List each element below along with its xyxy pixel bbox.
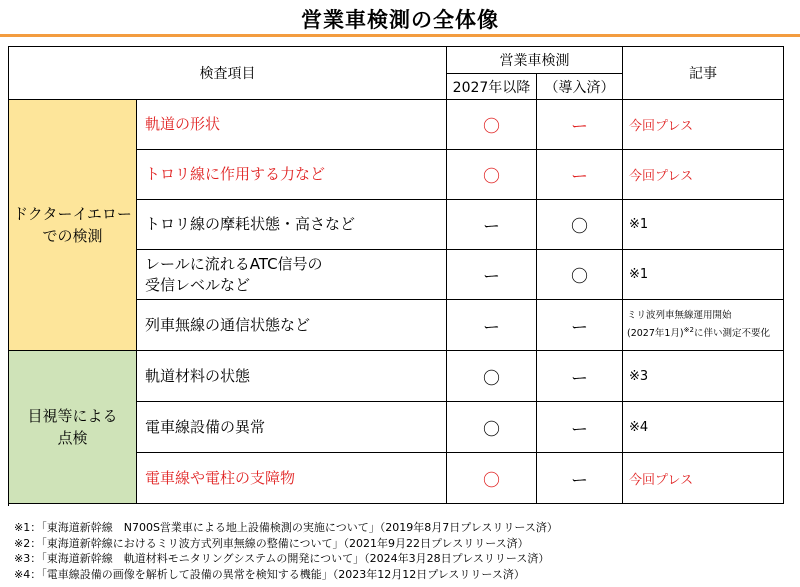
row-installed: ー [537,453,623,504]
row-item: トロリ線の摩耗状態・高さなど [137,200,447,250]
row-note: ※4 [623,402,784,453]
row-note: ※1 [623,200,784,250]
row-installed: ー [537,150,623,200]
row-2027: ー [447,250,537,300]
row-item: 軌道の形状 [137,100,447,150]
footnote: ※2：「東海道新幹線におけるミリ波方式列車無線の整備について」（2021年9月22日プレスリリース済） [14,536,529,550]
row-2027: ー [447,200,537,250]
header-group: 営業車検測 [447,47,623,74]
footnote: ※4：「電車線設備の画像を解析して設備の異常を検知する機能」（2023年12月12日プレスリリース済） [14,567,525,581]
page-title: 営業車検測の全体像 [301,8,499,32]
row-note-tail: に伴い測定不要化 [693,328,770,340]
row-note: ※1 [623,250,784,300]
row-note-line1: ミリ波列車無線運用開始 [627,309,732,321]
title-underline [0,34,800,37]
row-installed: ー [537,100,623,150]
header-notes: 記事 [623,47,784,100]
footnotes [14,520,558,582]
row-item: 電車線や電柱の支障物 [137,453,447,504]
row-installed: 〇 [537,250,623,300]
row-note-line2 [627,323,770,341]
row-note-footnote-ref: ※2 [683,325,694,334]
footnote: ※3：「東海道新幹線 軌道材料モニタリングシステムの開発について」（2024年3月28日プレスリリース済） [14,552,550,565]
row-2027: 〇 [447,351,537,402]
row-installed: 〇 [537,200,623,250]
row-2027: 〇 [447,402,537,453]
row-item: レールに流れるATC信号の 受信レベルなど [137,250,447,300]
row-item: トロリ線に作用する力など [137,150,447,200]
row-installed: ー [537,351,623,402]
row-note: 今回プレス [623,150,784,200]
row-item: 電車線設備の異常 [137,402,447,453]
row-installed: ー [537,300,623,351]
row-note [623,300,784,351]
row-note: 今回プレス [623,100,784,150]
row-installed: ー [537,402,623,453]
category-visual: 目視等による 点検 [9,351,137,504]
row-item: 列車無線の通信状態など [137,300,447,351]
row-2027: 〇 [447,150,537,200]
inspection-table [8,46,784,506]
footnote: ※1：「東海道新幹線 N700S営業車による地上設備検測の実施について」（2019年8月7日プレスリリース済） [14,521,558,534]
row-2027: ー [447,300,537,351]
row-note-date: (2027年1月) [627,328,684,340]
row-item: 軌道材料の状態 [137,351,447,402]
header-item: 検査項目 [9,47,447,100]
row-2027: 〇 [447,453,537,504]
header-installed: （導入済） [537,74,623,100]
header-2027: 2027年以降 [447,74,537,100]
row-2027: 〇 [447,100,537,150]
category-doctor-yellow: ドクターイエロー での検測 [9,100,137,351]
row-note: ※3 [623,351,784,402]
row-note: 今回プレス [623,453,784,504]
